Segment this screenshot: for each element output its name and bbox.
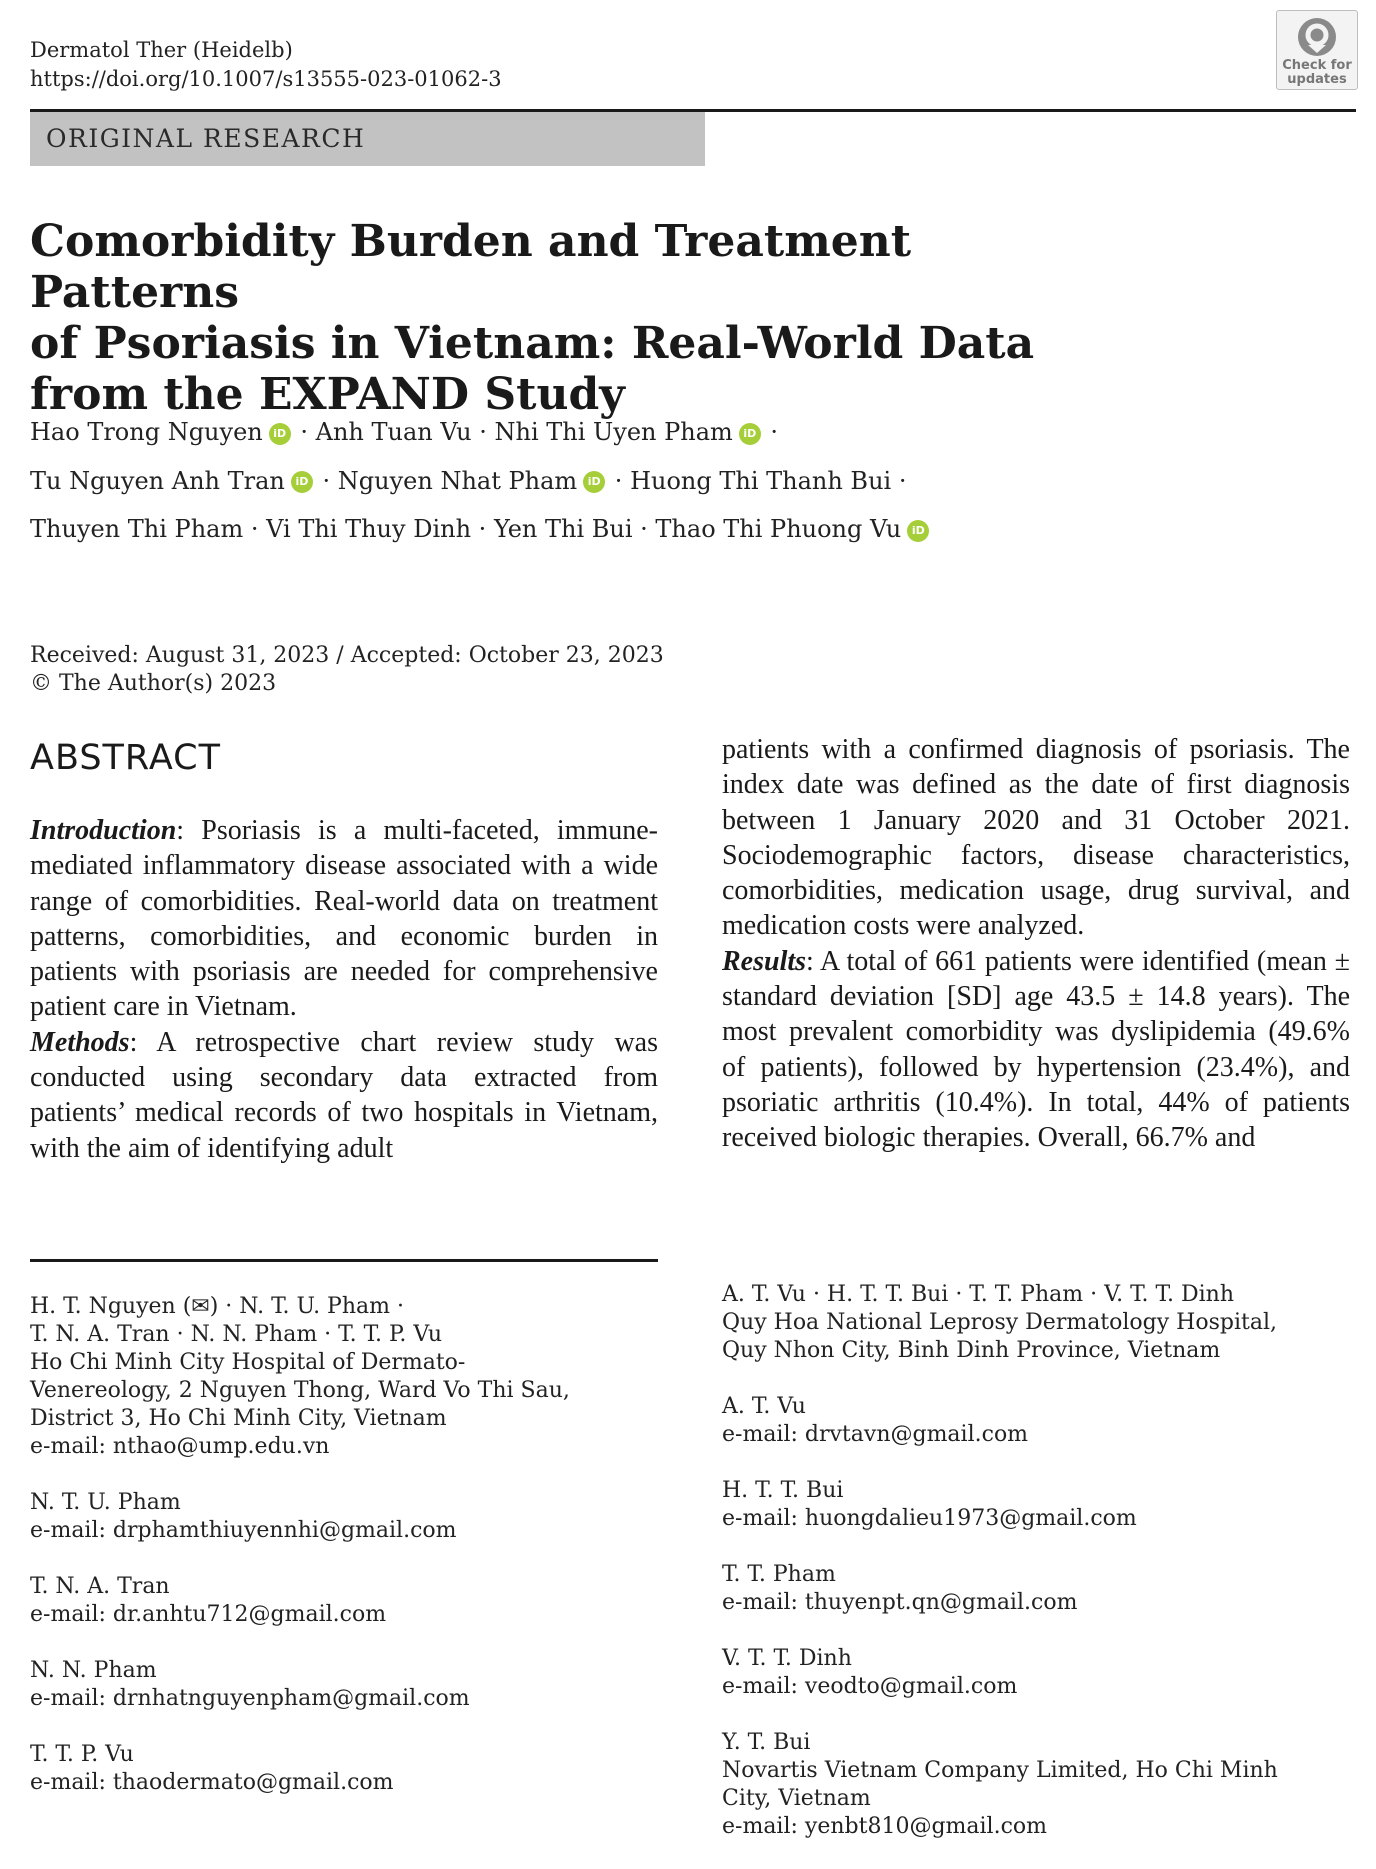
affiliation-line: T. N. A. Tran	[30, 1574, 170, 1599]
affiliation-line: City, Vietnam	[722, 1786, 871, 1811]
check-for-updates-line2: updates	[1287, 72, 1347, 87]
email-link[interactable]: e-mail: drphamthiuyennhi@gmail.com	[30, 1518, 457, 1543]
affiliation-block	[722, 1281, 1362, 1365]
author-name[interactable]: Vi Thi Thuy Dinh	[266, 515, 472, 543]
affiliation-block	[30, 1489, 670, 1545]
author-name[interactable]: Thao Thi Phuong Vu	[655, 515, 902, 543]
title-line: Comorbidity Burden and Treatment Patterns	[30, 216, 912, 318]
doi-link[interactable]: https://doi.org/10.1007/s13555-023-01062-3	[30, 67, 502, 91]
affiliation-block	[30, 1657, 670, 1713]
email-link[interactable]: e-mail: drnhatnguyenpham@gmail.com	[30, 1686, 470, 1711]
abstract-right-column	[722, 732, 1350, 1156]
author-separator: ·	[891, 466, 915, 495]
email-link[interactable]: e-mail: dr.anhtu712@gmail.com	[30, 1602, 387, 1627]
methods-paragraph: Methods: A retrospective chart review study was conducted using secondary data extracted from patients’ medical records of two hospitals in Vietnam, with the aim of identifying adult	[30, 1026, 659, 1164]
author-separator: ·	[471, 515, 494, 543]
email-link[interactable]: e-mail: veodto@gmail.com	[722, 1674, 1018, 1699]
author-name[interactable]: Hao Trong Nguyen	[30, 418, 263, 446]
article-dates: Received: August 31, 2023 / Accepted: October 23, 2023 © The Author(s) 2023	[30, 643, 664, 696]
section-label: ORIGINAL RESEARCH	[30, 112, 705, 166]
email-link[interactable]: e-mail: thaodermato@gmail.com	[30, 1770, 394, 1795]
author-name[interactable]: Nguyen Nhat Pham	[337, 466, 578, 495]
author-separator: ·	[607, 466, 631, 495]
email-link[interactable]: e-mail: yenbt810@gmail.com	[722, 1814, 1047, 1839]
affiliation-line: Venereology, 2 Nguyen Thong, Ward Vo Thi Sau,	[30, 1378, 570, 1403]
affiliation-line: Y. T. Bui	[722, 1730, 811, 1755]
author-separator: ·	[471, 418, 495, 446]
email-link[interactable]: e-mail: thuyenpt.qn@gmail.com	[722, 1590, 1078, 1615]
affiliation-line: Quy Hoa National Leprosy Dermatology Hospital,	[722, 1310, 1278, 1335]
affiliation-line: Quy Nhon City, Binh Dinh Province, Vietnam	[722, 1338, 1221, 1363]
affiliation-line: A. T. Vu · H. T. T. Bui · T. T. Pham · V. T. T. Dinh	[722, 1282, 1234, 1307]
author-name[interactable]: Huong Thi Thanh Bui	[630, 466, 892, 495]
title-line: of Psoriasis in Vietnam: Real-World Data	[30, 318, 1035, 369]
methods-text: A retrospective chart review study was conducted using secondary data extracted from patients’ medical records of two hospitals in Vietnam, with the aim of identifying adult	[30, 1026, 659, 1164]
check-for-updates-line1: Check for	[1282, 58, 1352, 73]
affiliation-block	[722, 1729, 1362, 1841]
author-list	[30, 408, 1130, 554]
orcid-icon[interactable]: iD	[269, 423, 291, 445]
author-line	[30, 457, 1130, 506]
affiliation-line: V. T. T. Dinh	[722, 1646, 852, 1671]
results-label: Results	[722, 945, 807, 977]
orcid-icon[interactable]: iD	[583, 471, 605, 493]
affiliation-line: T. T. P. Vu	[30, 1742, 134, 1767]
affiliation-block	[30, 1293, 670, 1461]
author-separator: ·	[243, 515, 267, 543]
email-link[interactable]: e-mail: nthao@ump.edu.vn	[30, 1434, 330, 1459]
author-name[interactable]: Tu Nguyen Anh Tran	[30, 466, 285, 495]
affiliations-left	[30, 1293, 670, 1825]
check-for-updates-icon	[1295, 15, 1339, 59]
affiliation-line: N. N. Pham	[30, 1658, 157, 1683]
affiliations-rule	[30, 1259, 658, 1262]
affiliation-line: T. T. Pham	[722, 1562, 836, 1587]
journal-header	[30, 36, 502, 94]
accepted-date: Accepted: October 23, 2023	[350, 643, 664, 668]
affiliation-line: Novartis Vietnam Company Limited, Ho Chi Minh	[722, 1758, 1278, 1783]
orcid-icon[interactable]: iD	[739, 423, 761, 445]
affiliation-block	[722, 1561, 1362, 1617]
author-name[interactable]: Anh Tuan Vu	[315, 418, 472, 446]
author-separator: ·	[314, 466, 338, 495]
affiliation-line: N. T. U. Pham	[30, 1490, 181, 1515]
affiliation-block	[722, 1477, 1362, 1533]
affiliation-block	[30, 1573, 670, 1629]
check-for-updates-badge[interactable]	[1276, 10, 1358, 90]
affiliation-block	[722, 1645, 1362, 1701]
copyright: © The Author(s) 2023	[30, 671, 277, 696]
affiliation-line: H. T. Nguyen (✉) · N. T. U. Pham ·	[30, 1294, 404, 1319]
methods-label: Methods	[30, 1026, 130, 1058]
email-link[interactable]: e-mail: drvtavn@gmail.com	[722, 1422, 1029, 1447]
author-separator: ·	[632, 515, 656, 543]
affiliation-line: Ho Chi Minh City Hospital of Dermato-	[30, 1350, 466, 1375]
results-paragraph: Results: A total of 661 patients were identified (mean ± standard deviation [SD] age 43.5 ± 14.8 years). The most prevalent comorbidity was dyslipidemia (49.6% of patients), followed by hypertension (23.4%), and psoriatic arthritis (10.4%). In total, 44% of patients received biologic therapies. Overall, 66.7% and	[722, 945, 1350, 1154]
affiliation-line: H. T. T. Bui	[722, 1478, 844, 1503]
methods-continued: patients with a confirmed diagnosis of psoriasis. The index date was defined as the date of first diagnosis between 1 January 2020 and 31 October 2021. Sociodemographic factors, disease characteristics, comorbidities, medication usage, drug survival, and medication costs were analyzed.	[722, 734, 1350, 942]
affiliation-block	[30, 1741, 670, 1797]
author-line	[30, 408, 1130, 457]
author-name[interactable]: Nhi Thi Uyen Pham	[494, 418, 733, 446]
orcid-icon[interactable]: iD	[291, 471, 313, 493]
orcid-icon[interactable]: iD	[907, 520, 929, 542]
author-separator: ·	[292, 418, 316, 446]
affiliation-line: District 3, Ho Chi Minh City, Vietnam	[30, 1406, 447, 1431]
introduction-paragraph: Introduction: Psoriasis is a multi-faceted, immune-mediated inflammatory disease associated with a wide range of comorbidities. Real-world data on treatment patterns, comorbidities, and economic burden in patients with psoriasis are needed for comprehensive patient care in Vietnam.	[30, 815, 658, 1023]
author-name[interactable]: Yen Thi Bui	[493, 515, 633, 543]
results-text: A total of 661 patients were identified (mean ± standard deviation [SD] age 43.5 ± 14.8 years). The most prevalent comorbidity was dyslipidemia (49.6% of patients), followed by hypertension (23.4%), and psoriatic arthritis (10.4%). In total, 44% of patients received biologic therapies. Overall, 66.7% and	[722, 945, 1350, 1154]
journal-name: Dermatol Ther (Heidelb)	[30, 38, 293, 62]
introduction-text: Psoriasis is a multi-faceted, immune-mediated inflammatory disease associated with a wide range of comorbidities. Real-world data on treatment patterns, comorbidities, and economic burden in patients with psoriasis are needed for comprehensive patient care in Vietnam.	[30, 815, 658, 1023]
abstract-heading: ABSTRACT	[30, 738, 221, 778]
article-title	[30, 216, 1130, 420]
abstract-left-column	[30, 813, 658, 1166]
affiliations-right	[722, 1281, 1362, 1869]
received-date: Received: August 31, 2023	[30, 643, 330, 668]
author-separator: ·	[762, 418, 786, 446]
author-name[interactable]: Thuyen Thi Pham	[30, 515, 244, 543]
affiliation-line: A. T. Vu	[722, 1394, 806, 1419]
email-link[interactable]: e-mail: huongdalieu1973@gmail.com	[722, 1506, 1137, 1531]
introduction-label: Introduction	[30, 815, 177, 846]
affiliation-block	[722, 1393, 1362, 1449]
title-line: from the EXPAND Study	[30, 369, 625, 420]
author-line	[30, 505, 1130, 554]
affiliation-line: T. N. A. Tran · N. N. Pham · T. T. P. Vu	[30, 1322, 443, 1347]
